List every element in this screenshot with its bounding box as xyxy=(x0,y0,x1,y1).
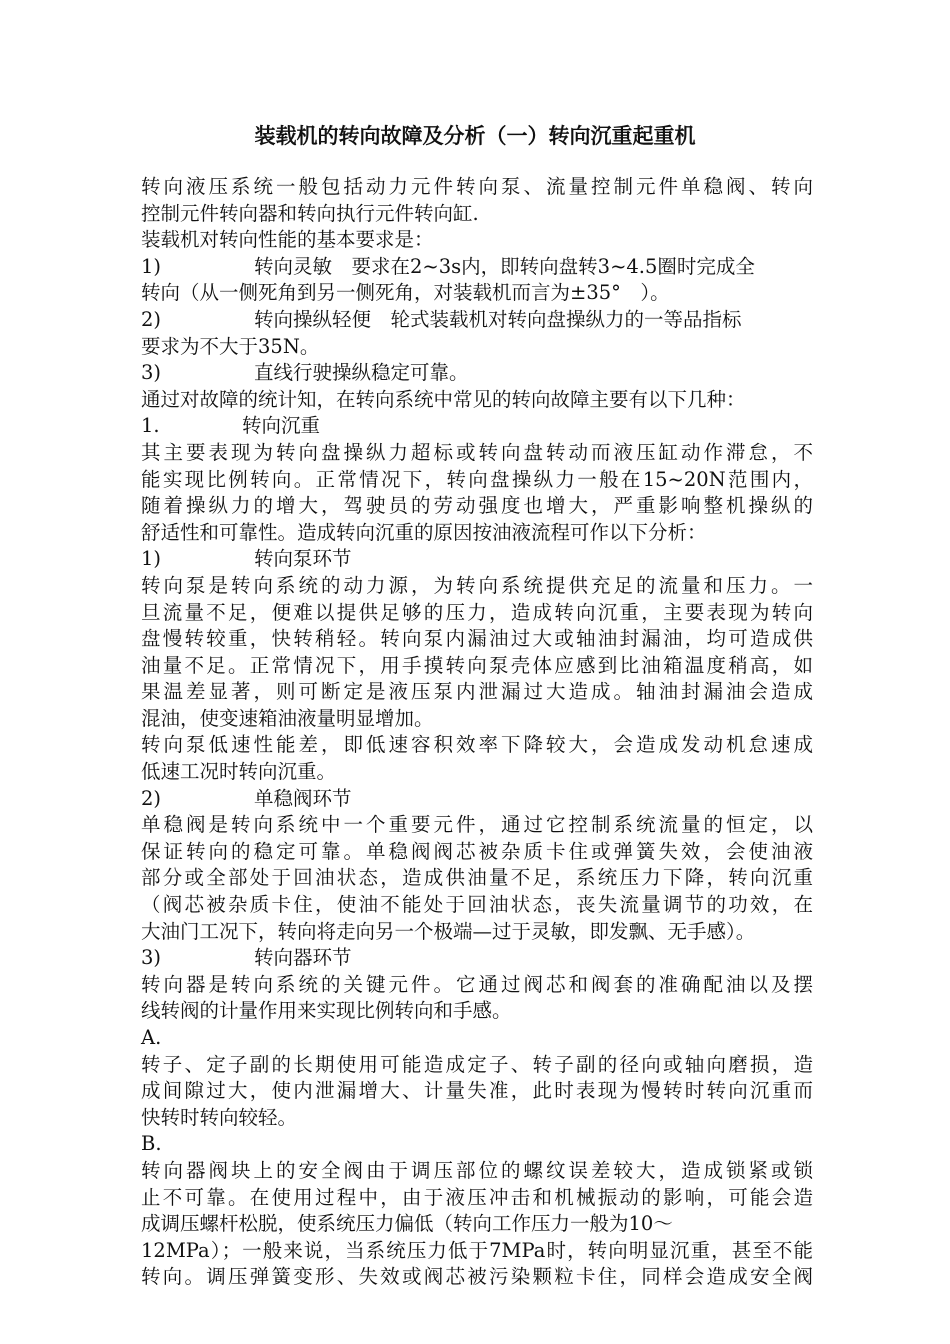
paragraph-line: （阀芯被杂质卡住，使油不能处于回油状态，丧失流量调节的功效，在 xyxy=(141,893,813,917)
paragraph-line: 转向泵低速性能差，即低速容积效率下降较大，会造成发动机怠速成 xyxy=(141,733,813,757)
paragraph-line: 大油门工况下，转向将走向另一个极端—过于灵敏，即发飘、无手感）。 xyxy=(141,919,756,943)
paragraph-line: 转向器是转向系统的关键元件。它通过阀芯和阀套的准确配油以及摆 xyxy=(141,972,813,996)
paragraph-line: 成间隙过大，使内泄漏增大、计量失准，此时表现为慢转时转向沉重而 xyxy=(141,1079,813,1103)
paragraph-line: 装载机对转向性能的基本要求是： xyxy=(141,228,434,252)
item-label: B. xyxy=(141,1132,162,1156)
paragraph-line: 单稳阀是转向系统中一个重要元件，通过它控制系统流量的恒定，以 xyxy=(141,813,813,837)
paragraph-line: 油量不足。正常情况下，用手摸转向泵壳体应感到比油箱温度稍高，如 xyxy=(141,653,813,677)
list-marker: 1) xyxy=(141,254,162,278)
paragraph-line: 转向器阀块上的安全阀由于调压部位的螺纹误差较大，造成锁紧或锁 xyxy=(141,1158,813,1182)
document-title: 装载机的转向故障及分析（一）转向沉重起重机 xyxy=(254,124,696,148)
paragraph-line: 旦流量不足，便难以提供足够的压力，造成转向沉重，主要表现为转向 xyxy=(141,600,813,624)
paragraph-line: 舒适性和可靠性。造成转向沉重的原因按油液流程可作以下分析： xyxy=(141,520,707,544)
paragraph-line: 12MPa）；一般来说，当系统压力低于7MPa时，转向明显沉重，甚至不能 xyxy=(141,1238,813,1262)
section-heading xyxy=(141,413,813,440)
paragraph-line: 部分或全部处于回油状态，造成供油量不足，系统压力下降，转向沉重 xyxy=(141,866,813,890)
subsection-marker: 3) xyxy=(141,946,162,970)
paragraph-line: 保证转向的稳定可靠。单稳阀阀芯被杂质卡住或弹簧失效，会使油液 xyxy=(141,839,813,863)
list-item-text: 直线行驶操纵稳定可靠。 xyxy=(254,361,469,385)
paragraph-line: 其主要表现为转向盘操纵力超标或转向盘转动而液压缸动作滞怠，不 xyxy=(141,440,813,464)
paragraph-line: 果温差显著，则可断定是液压泵内泄漏过大造成。轴油封漏油会造成 xyxy=(141,680,813,704)
paragraph-line: 转子、定子副的长期使用可能造成定子、转子副的径向或轴向磨损，造 xyxy=(141,1052,813,1076)
list-marker: 3) xyxy=(141,361,162,385)
subsection-heading xyxy=(141,786,813,813)
paragraph-line: 转向（从一侧死角到另一侧死角，对装载机而言为±35° ）。 xyxy=(141,281,670,305)
subsection-heading-text: 单稳阀环节 xyxy=(254,786,352,810)
paragraph-line: 快转时转向较轻。 xyxy=(141,1105,298,1129)
paragraph-line: 控制元件转向器和转向执行元件转向缸. xyxy=(141,201,479,225)
paragraph-line: 要求为不大于35N。 xyxy=(141,334,320,358)
paragraph-line: 止不可靠。在使用过程中，由于液压冲击和机械振动的影响，可能会造 xyxy=(141,1185,813,1209)
paragraph-line: 通过对故障的统计知，在转向系统中常见的转向故障主要有以下几种： xyxy=(141,387,746,411)
subsection-marker: 1) xyxy=(141,547,162,571)
paragraph-line: 转向液压系统一般包括动力元件转向泵、流量控制元件单稳阀、转向 xyxy=(141,175,813,198)
list-item-text: 转向灵敏 要求在2~3s内，即转向盘转3~4.5圈时完成全 xyxy=(254,254,755,278)
subsection-heading xyxy=(141,546,813,573)
list-item xyxy=(141,254,813,281)
paragraph-line: 成调压螺杆松脱，使系统压力偏低（转向工作压力一般为10～ xyxy=(141,1212,673,1236)
paragraph-line: 转向泵是转向系统的动力源，为转向系统提供充足的流量和压力。一 xyxy=(141,573,813,597)
section-number: 1. xyxy=(141,414,160,438)
list-item xyxy=(141,360,813,387)
paragraph-line: 混油，使变速箱油液量明显增加。 xyxy=(141,706,434,730)
paragraph-line: 随着操纵力的增大，驾驶员的劳动强度也增大，严重影响整机操纵的 xyxy=(141,494,813,518)
list-item xyxy=(141,307,813,334)
subsection-marker: 2) xyxy=(141,786,162,810)
paragraph-line: 能实现比例转向。正常情况下，转向盘操纵力一般在15~20N范围内， xyxy=(141,467,813,491)
item-label: A. xyxy=(141,1026,162,1049)
section-heading-text: 转向沉重 xyxy=(242,414,321,438)
paragraph-line: 转向。调压弹簧变形、失效或阀芯被污染颗粒卡住，同样会造成安全阀 xyxy=(141,1265,813,1289)
document-body xyxy=(141,174,813,1291)
subsection-heading-text: 转向器环节 xyxy=(254,946,352,970)
list-item-text: 转向操纵轻便 轮式装载机对转向盘操纵力的一等品指标 xyxy=(254,307,742,331)
paragraph-line: 低速工况时转向沉重。 xyxy=(141,760,337,784)
paragraph-line: 盘慢转较重，快转稍轻。转向泵内漏油过大或轴油封漏油，均可造成供 xyxy=(141,627,813,651)
subsection-heading-text: 转向泵环节 xyxy=(254,547,352,571)
paragraph-line: 线转阀的计量作用来实现比例转向和手感。 xyxy=(141,999,512,1023)
list-marker: 2) xyxy=(141,307,162,331)
subsection-heading xyxy=(141,945,813,972)
